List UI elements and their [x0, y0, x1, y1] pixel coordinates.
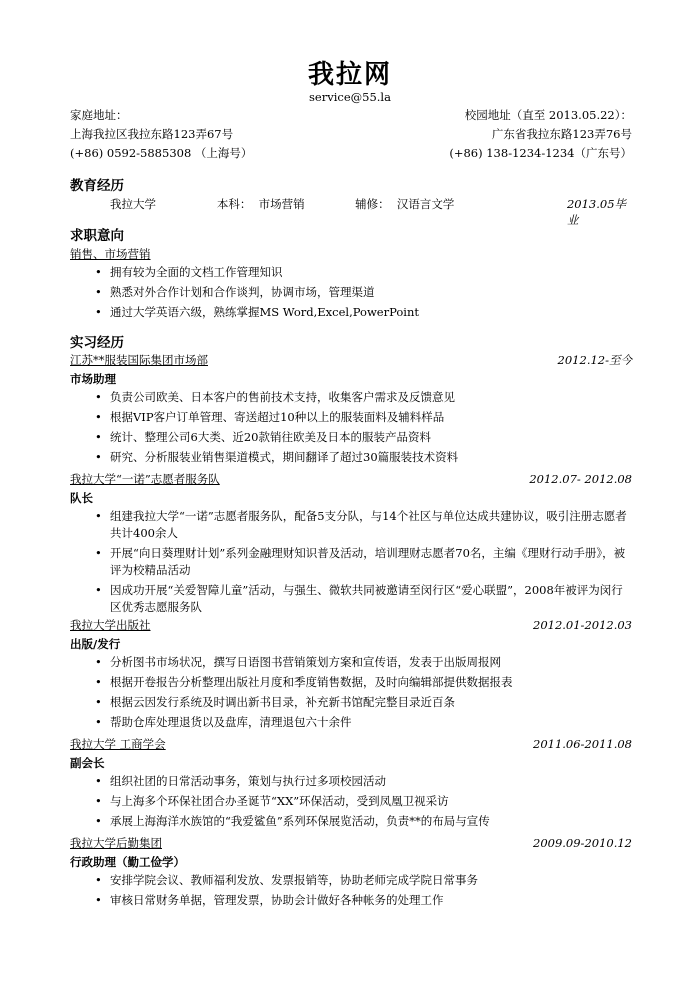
education-degree: 本科： 市场营销	[216, 197, 305, 211]
education-minor: 辅修： 汉语言文学	[355, 197, 455, 211]
experience-entry	[70, 736, 632, 833]
experience-role: 副会长	[70, 756, 105, 770]
list-item: • 审核日常财务单据，管理发票，协助会计做好各种帐务的处理工作	[70, 892, 632, 909]
experience-date: 2012.12-至今	[557, 353, 632, 367]
list-item: • 统计、整理公司6大类、近20款销往欧美及日本的服装产品资料	[70, 429, 632, 446]
email-link[interactable]: service@55.la	[309, 90, 391, 104]
experience-entry	[70, 352, 632, 469]
list-item: • 熟悉对外合作计划和合作谈判，协调市场，管理渠道	[70, 284, 632, 301]
campus-phone: (+86) 138-1234-1234（广东号）	[449, 146, 632, 160]
experience-date: 2009.09-2010.12	[533, 836, 632, 850]
objective-block	[70, 246, 632, 324]
contact-info	[70, 106, 632, 163]
internship-title: 实习经历	[70, 335, 124, 351]
objective-title: 求职意向	[70, 228, 124, 244]
experience-entry	[70, 471, 632, 619]
list-item: • 根据开卷报告分析整理出版社月度和季度销售数据，及时向编辑部提供数据报表	[70, 674, 632, 691]
experience-list	[70, 872, 632, 909]
home-phone: (+86) 0592-5885308 （上海号）	[70, 146, 253, 160]
experience-list	[70, 508, 632, 616]
list-item: • 组织社团的日常活动事务，策划与执行过多项校园活动	[70, 773, 632, 790]
list-item: • 负责公司欧美、日本客户的售前技术支持，收集客户需求及反馈意见	[70, 389, 632, 406]
list-item: • 安排学院会议、教师福利发放、发票报销等，协助老师完成学院日常事务	[70, 872, 632, 889]
objective-target: 销售、市场营销	[70, 247, 151, 261]
campus-address: 广东省我拉东路123弄76号	[491, 127, 632, 141]
objective-list	[70, 264, 632, 321]
list-item: • 根据云因发行系统及时调出新书目录，补充新书馆配完整目录近百条	[70, 694, 632, 711]
candidate-name: 我拉网	[307, 60, 392, 90]
experience-date: 2012.07- 2012.08	[529, 472, 632, 486]
education-title: 教育经历	[70, 178, 124, 194]
list-item	[70, 304, 632, 321]
experience-list	[70, 773, 632, 830]
experience-date: 2011.06-2011.08	[533, 737, 632, 751]
campus-address-label: 校园地址（直至 2013.05.22）：	[464, 108, 632, 122]
education-row	[70, 196, 632, 228]
experience-list	[70, 389, 632, 466]
list-item: • 根据VIP客户订单管理、寄送超过10种以上的服装面料及辅料样品	[70, 409, 632, 426]
experience-date: 2012.01-2012.03	[533, 618, 632, 632]
list-item: • 帮助仓库处理退货以及盘库，清理退包六十余件	[70, 714, 632, 731]
list-item: • 研究、分析服装业销售渠道模式，期间翻译了超过30篇服装技术资料	[70, 449, 632, 466]
list-item: • 组建我拉大学“一诺”志愿者服务队，配备5支分队，与14个社区与单位达成共建协议，吸引注册志愿者共计400余人	[70, 508, 632, 542]
experience-org: 我拉大学后勤集团	[70, 836, 162, 850]
experience-entry	[70, 835, 632, 912]
education-date: 2013.05毕业	[566, 197, 627, 227]
list-item: • 承展上海海洋水族馆的“我爱鲨鱼”系列环保展览活动，负责**的布局与宣传	[70, 813, 632, 830]
experience-list	[70, 654, 632, 731]
list-item: • 拥有较为全面的文档工作管理知识	[70, 264, 632, 281]
experience-entry	[70, 617, 632, 734]
experience-role: 市场助理	[70, 372, 116, 386]
experience-role: 出版/发行	[70, 637, 121, 651]
list-item: • 因成功开展“关爱智障儿童”活动，与强生、微软共同被邀请至闵行区“爱心联盟”，2008年被评为闵行区优秀志愿服务队	[70, 582, 632, 616]
experience-role: 行政助理（勤工俭学）	[70, 855, 185, 869]
list-item-text: 通过大学英语六级，熟练掌握MS Word,Excel,PowerPoint	[110, 305, 419, 319]
home-address-label: 家庭地址：	[70, 108, 128, 122]
education-school: 我拉大学	[110, 197, 156, 211]
experience-org: 我拉大学 工商学会	[70, 737, 166, 751]
experience-org: 我拉大学“一诺”志愿者服务队	[70, 472, 220, 486]
home-address: 上海我拉区我拉东路123弄67号	[70, 127, 234, 141]
list-item: • 开展“向日葵理财计划”系列金融理财知识普及活动，培训理财志愿者70名，主编《理财行动手册》，被评为校精品活动	[70, 545, 632, 579]
list-item: • 分析图书市场状况，撰写日语图书营销策划方案和宣传语，发表于出版周报网	[70, 654, 632, 671]
experience-org: 我拉大学出版社	[70, 618, 151, 632]
experience-role: 队长	[70, 491, 93, 505]
list-item: • 与上海多个环保社团合办圣诞节“XX”环保活动，受到凤凰卫视采访	[70, 793, 632, 810]
experience-org: 江苏**服装国际集团市场部	[70, 353, 208, 367]
